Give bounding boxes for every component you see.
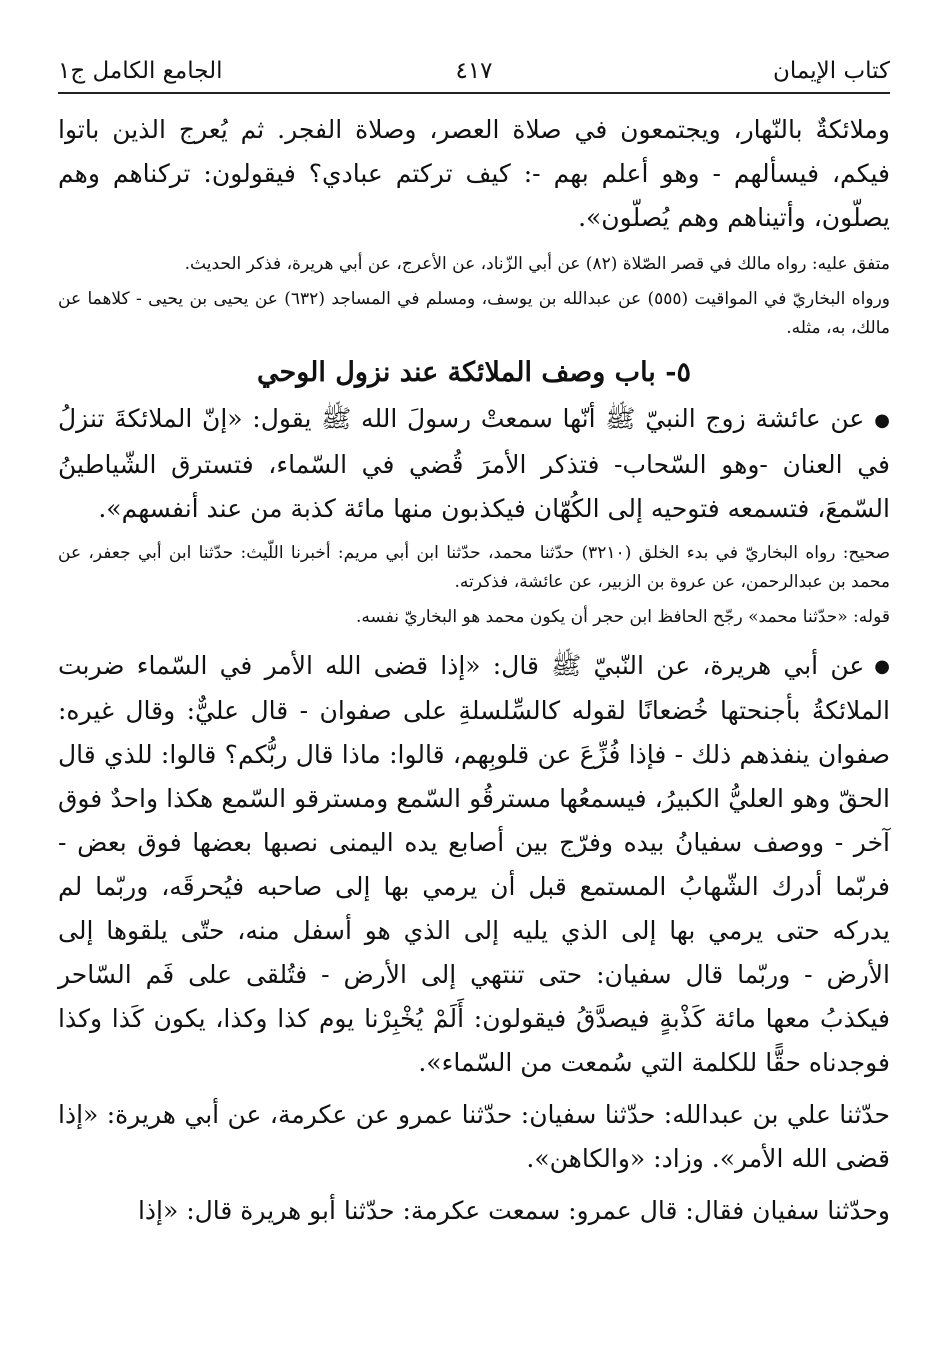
takhrij-note: قوله: «حدّثنا محمد» رجّح الحافظ ابن حجر أن يكون محمد هو البخاريّ نفسه. xyxy=(355,606,890,627)
isnad-paragraph: وحدّثنا سفيان فقال: قال عمرو: سمعت عكرمة: حدّثنا أبو هريرة قال: «إذا xyxy=(137,1196,890,1225)
book-page xyxy=(58,44,890,1233)
hadith-paragraph xyxy=(58,644,890,1086)
takhrij-notes-1 xyxy=(58,250,890,343)
bullet-icon: ● xyxy=(874,656,890,677)
takhrij-notes-2 xyxy=(58,539,890,632)
chapter-heading: ٥- باب وصف الملائكة عند نزول الوحي xyxy=(257,357,691,388)
bullet-icon: ● xyxy=(874,409,890,431)
header-section-title: كتاب الإيمان xyxy=(773,58,890,84)
isnad-paragraph: حدّثنا علي بن عبدالله: حدّثنا سفيان: حدّثنا عمرو عن عكرمة، عن أبي هريرة: «إذا قضى الله الأمر». وزاد: «والكاهن». xyxy=(58,1100,890,1173)
header-book-title: الجامع الكامل ج١ xyxy=(58,58,223,84)
continuation-paragraph: وملائكةٌ بالنّهار، ويجتمعون في صلاة العصر، وصلاة الفجر. ثم يُعرج الذين باتوا فيكم، فيسألهم - وهو أعلم بهم -: كيف تركتم عبادي؟ فيقولون: تركناهم وهم يصلّون، وأتيناهم وهم يُصلّون». xyxy=(58,115,890,232)
hadith-text: عن عائشة زوج النبيّ ﷺ أنّها سمعتْ رسولَ الله ﷺ يقول: «إنّ الملائكةَ تنزلُ في العنان -وهو السّحاب- فتذكر الأمرَ قُضي في السّماء، فتسترق الشّياطينُ السّمعَ، فتسمعه فتوحيه إلى الكُهّان فيكذبون منها مائة كذبة من عند أنفسهم». xyxy=(58,404,890,523)
takhrij-note: متفق عليه: رواه مالك في قصر الصّلاة (٨٢) عن أبي الزّناد، عن الأعرج، عن أبي هريرة، فذكر الحديث. xyxy=(184,254,890,274)
running-header xyxy=(58,44,890,94)
takhrij-note: ورواه البخاريّ في المواقيت (٥٥٥) عن عبدالله بن يوسف، ومسلم في المساجد (٦٣٢) عن يحيى بن يحيى - كلاهما عن مالك، به، مثله. xyxy=(58,289,890,338)
hadith-text: عن أبي هريرة، عن النّبيّ ﷺ قال: «إذا قضى الله الأمر في السّماء ضربت الملائكةُ بأجنحتها خُضعانًا لقوله كالسِّلسلةِ على صفوان - قال عليٌّ: وقال غيره: صفوان ينفذهم ذلك - فإذا فُزِّعَ عن قلوبِهم، قالوا: ماذا قال ربُّكم؟ قالوا: للذي قال الحقّ وهو العليُّ الكبيرُ، فيسمعُها مسترقُو السّمع ومسترقو السّمع هكذا واحدٌ فوق آخر - ووصف سفيانُ بيده وفرّج بين أصابع يده اليمنى نصبها بعضها فوق بعض - فربّما أدرك الشّهابُ المستمع قبل أن يرمي بها إلى صاحبه فيُحرقَه، وربّما لم يدركه حتى يرمي بها إلى الذي يليه إلى الذي هو أسفل منه، حتّى يلقوها إلى الأرض - وربّما قال سفيان: حتى تنتهي إلى الأرض - فتُلقى على فَم السّاحر فيكذبُ معها مائة كَذْبةٍ فيصدَّقُ فيقولون: أَلَمْ يُخْبِرْنا يوم كذا وكذا، يكون كَذا وكذا فوجدناه حقًّا للكلمة التي سُمعت من السّماء». xyxy=(58,650,890,1077)
takhrij-note: صحيح: رواه البخاريّ في بدء الخلق (٣٢١٠) حدّثنا محمد، حدّثنا ابن أبي مريم: أخبرنا اللّيث: حدّثنا ابن أبي جعفر، عن محمد بن عبدالرحمن، عن عروة بن الزبير، عن عائشة، فذكرته. xyxy=(58,542,891,592)
hadith-paragraph xyxy=(58,397,890,531)
page-number: ٤١٧ xyxy=(455,58,493,84)
